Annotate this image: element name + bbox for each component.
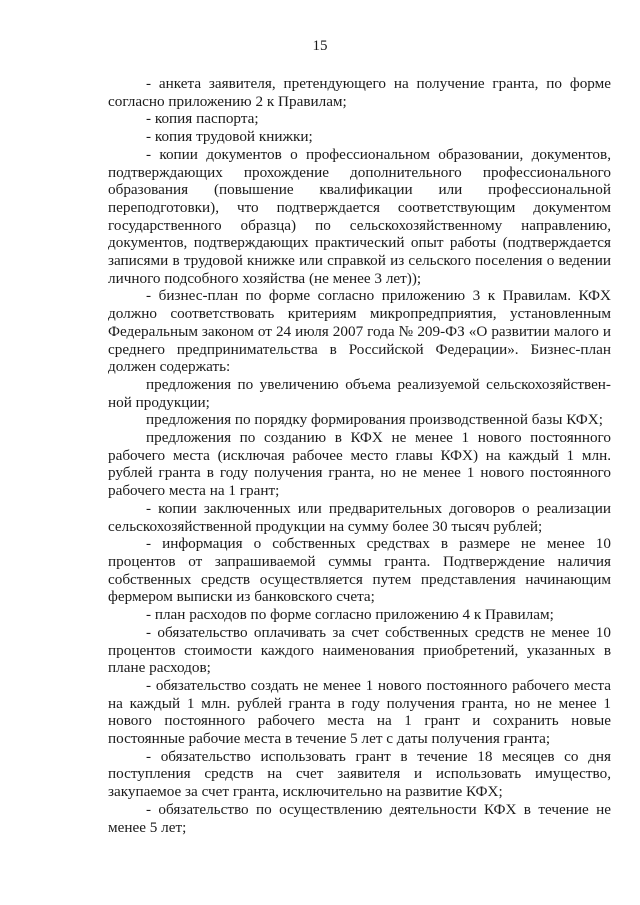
paragraph: - обязательство по осуществлению деятельности КФХ в течение не менее 5 лет; bbox=[108, 800, 611, 836]
paragraph: - копии заключенных или предварительных договоров о реализации сельскохозяйственной продукции на сумму более 30 тысяч рублей; bbox=[108, 499, 611, 535]
paragraph: - копия трудовой книжки; bbox=[146, 128, 313, 146]
paragraph: - информация о собственных средствах в размере не менее 10 процентов от запрашиваемой суммы гранта. Подтверждение наличия собственных средств осуществляется путем представления начинающим фермером выписки из банковского счета; bbox=[108, 535, 611, 606]
page-number: 15 bbox=[312, 38, 328, 54]
paragraph: - копия паспорта; bbox=[146, 110, 259, 128]
paragraph: - бизнес-план по форме согласно приложению 3 к Правилам. КФХ должно соответствовать критериям микропредприятия, установленным Федеральным законом от 24 июля 2007 года № 209-ФЗ «О развитии малого и среднего предпринимательства в Российской Федерации». Бизнес-план должен содержать: bbox=[108, 287, 611, 376]
paragraph: - план расходов по форме согласно приложению 4 к Правилам; bbox=[146, 606, 554, 624]
paragraph: предложения по порядку формирования производственной базы КФХ; bbox=[146, 411, 603, 429]
paragraph: - обязательство использовать грант в течение 18 месяцев со дня поступления средств на счет заявителя и использовать имущество, закупаемое за счет гранта, исключительно на развитие КФХ; bbox=[108, 747, 611, 801]
document-body bbox=[108, 75, 611, 836]
paragraph: - копии документов о профессиональном образовании, документов, подтверждающих прохождение дополнительного профессионального образования (повышение квалификации или профессиональной переподготовки), что подтверждается соответствующим документом государственного образца) по сельскохозяйственному направлению, документов, подтверждающих практический опыт работы (подтверждается записями в трудовой книжке или справкой из сельского поселения о ведении личного подсобного хозяйства (не менее 3 лет)); bbox=[108, 145, 611, 287]
paragraph: - анкета заявителя, претендующего на получение гранта, по форме согласно приложению 2 к Правилам; bbox=[108, 75, 611, 110]
paragraph: - обязательство оплачивать за счет собственных средств не менее 10 процентов стоимости каждого наименования приобретений, указанных в плане расходов; bbox=[108, 623, 611, 677]
paragraph: предложения по созданию в КФХ не менее 1 нового постоянного рабочего места (исключая рабочее место главы КФХ) на каждый 1 млн. рублей гранта в году получения гранта, но не менее 1 нового постоянного рабочего места на 1 грант; bbox=[108, 429, 611, 500]
paragraph: предложения по увеличению объема реализуемой сельскохозяйствен-ной продукции; bbox=[108, 375, 611, 411]
paragraph: - обязательство создать не менее 1 нового постоянного рабочего места на каждый 1 млн. рублей гранта в году получения гранта, но не менее 1 нового постоянного рабочего места на 1 грант и сохранить новые постоянные рабочие места в течение 5 лет с даты получения гранта; bbox=[108, 676, 611, 748]
